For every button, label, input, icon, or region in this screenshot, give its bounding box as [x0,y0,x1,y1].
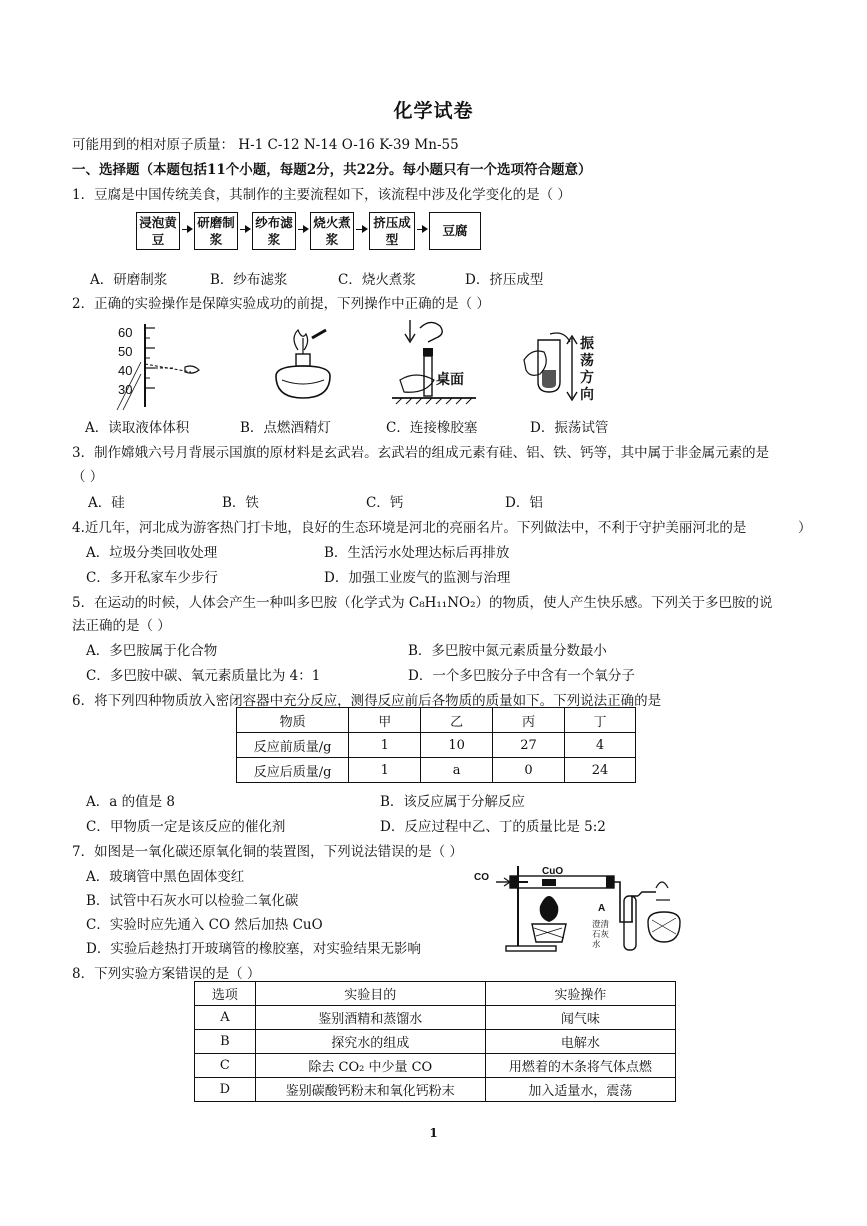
desk-label: 桌面 [436,372,464,388]
flow-arrow [417,229,426,230]
flame-icon [540,896,559,922]
q4-option-c: C．多开私家车少步行 [86,570,218,586]
table-cell: 1 [349,733,421,758]
table-header-row [237,708,636,733]
flow-step: 挤压成型 [369,212,415,250]
q4-option-a: A．垃圾分类回收处理 [86,545,218,561]
q6-option-a: A．a 的值是 8 [86,794,175,810]
flow-arrow [182,229,191,230]
section-heading: 一、选择题（本题包括11个小题，每题2分，共22分。每小题只有一个选项符合题意） [72,162,592,178]
q1-option-b: B．纱布滤浆 [210,272,288,288]
q6-option-b: B．该反应属于分解反应 [380,794,525,810]
table-cell: 鉴别酒精和蒸馏水 [255,1006,485,1030]
table-row [195,1054,676,1078]
table-row [195,1030,676,1054]
table-row [237,733,636,758]
flame-icon [294,330,308,350]
table-cell: B [195,1030,256,1054]
q6-option-c: C．甲物质一定是该反应的催化剂 [86,819,286,835]
q5-option-a: A．多巴胺属于化合物 [86,643,218,659]
q2-option-a: A．读取液体体积 [85,420,190,436]
q7-option-b: B．试管中石灰水可以检验二氧化碳 [86,893,299,909]
scale-label: 30 [118,382,133,397]
q2-option-d: D．振荡试管 [530,420,609,436]
q2-option-c: C．连接橡胶塞 [386,420,478,436]
q5-option-b: B．多巴胺中氮元素质量分数最小 [408,643,607,659]
table-cell: 反应前质量/g [237,733,349,758]
question-3-stem: 3．制作嫦娥六号月背展示国旗的原材料是玄武岩。玄武岩的组成元素有硅、铝、铁、钙等，其中属于非金属元素的是 [72,445,770,461]
flow-arrow [356,229,366,230]
page-title: 化学试卷 [393,100,474,122]
table-header-cell: 实验目的 [255,982,485,1006]
flow-step: 研磨制浆 [194,212,238,250]
q1-option-d: D．挤压成型 [465,272,544,288]
delivery-tube [614,882,638,922]
question-5-stem: 5．在运动的时候，人体会产生一种叫多巴胺（化学式为 C₈H₁₁NO₂）的物质，使人产生快乐感。下列关于多巴胺的说 [72,595,773,611]
question-7-stem: 7．如图是一氧化碳还原氧化铜的装置图，下列说法错误的是（ ） [72,844,463,860]
question-4-stem-end: ） [798,520,812,536]
co-reduction-apparatus [470,862,685,958]
table-row [195,1006,676,1030]
q3-option-c: C．钙 [366,495,404,511]
table-header-cell: 物质 [237,708,349,733]
eye-icon [185,366,199,373]
table-header-cell: 甲 [349,708,421,733]
shake-direction-arrow [565,334,579,404]
shake-label: 振荡方向 [580,336,594,403]
q7-option-d: D．实验后趁热打开玻璃管的橡胶塞，对实验结果无影响 [86,941,421,957]
flow-step: 烧火煮浆 [310,212,354,250]
question-5-stem-cont: 法正确的是（ ） [72,618,171,634]
table-header-row [195,982,676,1006]
q1-option-a: A．研磨制浆 [90,272,168,288]
table-cell: 闻气味 [485,1006,675,1030]
table-cell: 用燃着的木条将气体点燃 [485,1054,675,1078]
q2-option-b: B．点燃酒精灯 [240,420,331,436]
q3-option-d: D．铝 [505,495,543,511]
experiment-table [194,981,676,1102]
q5-option-c: C．多巴胺中碳、氧元素质量比为 4：1 [86,668,321,684]
table-cell: 电解水 [485,1030,675,1054]
atomic-masses: 可能用到的相对原子质量： H-1 C-12 N-14 O-16 K-39 Mn-55 [72,137,459,153]
flow-step: 浸泡黄豆 [136,212,180,250]
a-label: A [598,903,606,914]
table-cell: 10 [421,733,493,758]
q3-option-b: B．铁 [222,495,259,511]
table-row [195,1078,676,1102]
table-cell: 27 [493,733,565,758]
flame-icon [656,882,668,888]
q7-option-a: A．玻璃管中黑色固体变红 [86,869,245,885]
mass-table [236,707,636,783]
q4-option-d: D．加强工业废气的监测与治理 [324,570,511,586]
table-cell: C [195,1054,256,1078]
q3-option-a: A．硅 [88,495,125,511]
table-row [237,758,636,783]
table-header-cell: 选项 [195,982,256,1006]
table-cell: D [195,1078,256,1102]
flow-step: 豆腐 [429,212,481,250]
q5-option-d: D．一个多巴胺分子中含有一个氧分子 [408,668,635,684]
table-header-cell: 实验操作 [485,982,675,1006]
co-label: CO [474,872,489,883]
question-3-stem-cont: （ ） [72,469,104,485]
question-6-stem: 6．将下列四种物质放入密闭容器中充分反应，测得反应前后各物质的质量如下。下列说法正确的是 [72,693,662,709]
cuo-sample [542,879,556,886]
q7-option-c: C．实验时应先通入 CO 然后加热 CuO [86,917,323,933]
table-cell: 0 [493,758,565,783]
question-4-stem: 4.近几年，河北成为游客热门打卡地，良好的生态环境是河北的亮丽名片。下列做法中，不利于守护美丽河北的是 [72,520,747,536]
flow-step: 纱布滤浆 [252,212,296,250]
question-1-stem: 1．豆腐是中国传统美食，其制作的主要流程如下，该流程中涉及化学变化的是（ ） [72,187,571,203]
cuo-label: CuO [542,866,564,877]
scale-label: 40 [118,363,133,378]
alcohol-lamp-illustration [268,328,338,403]
lamp-body [276,366,330,398]
table-cell: 鉴别碳酸钙粉末和氧化钙粉末 [255,1078,485,1102]
table-cell: 4 [565,733,636,758]
table-cell: 反应后质量/g [237,758,349,783]
table-cell: A [195,1006,256,1030]
table-header-cell: 丁 [565,708,636,733]
table-cell: 24 [565,758,636,783]
scale-label: 60 [118,325,133,340]
table-header-cell: 丙 [493,708,565,733]
table-header-cell: 乙 [421,708,493,733]
page-number: 1 [429,1126,438,1140]
limewater-label: 澄清石灰水 [592,920,610,950]
scale-label: 50 [118,344,133,359]
table-cell: a [421,758,493,783]
q4-option-b: B．生活污水处理达标后再排放 [324,545,510,561]
table-cell: 探究水的组成 [255,1030,485,1054]
question-2-stem: 2．正确的实验操作是保障实验成功的前提，下列操作中正确的是（ ） [72,296,490,312]
question-8-stem: 8．下列实验方案错误的是（ ） [72,966,261,982]
table-cell: 加入适量水，震荡 [485,1078,675,1102]
stopper-illustration [390,318,480,410]
table-cell: 1 [349,758,421,783]
q1-option-c: C．烧火煮浆 [338,272,416,288]
flow-arrow [240,229,249,230]
table-cell: 除去 CO₂ 中少量 CO [255,1054,485,1078]
flow-arrow [298,229,307,230]
q6-option-d: D．反应过程中乙、丁的质量比是 5:2 [380,819,606,835]
test-tube [624,896,636,950]
